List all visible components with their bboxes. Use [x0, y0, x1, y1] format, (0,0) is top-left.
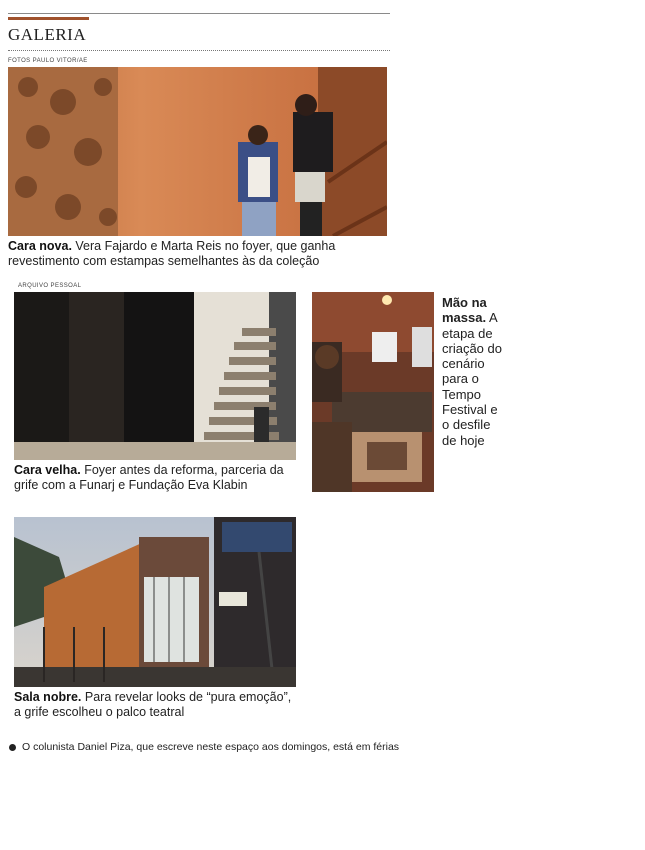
columnist-note: O colunista Daniel Piza, que escreve neste espaço aos domingos, está em férias — [22, 741, 400, 753]
top-rule — [8, 13, 390, 14]
photo-theater — [14, 517, 296, 687]
caption-theater — [14, 690, 300, 720]
caption-text: Para revelar looks de “pura emoção”, a grife escolheu o palco teatral — [14, 690, 292, 719]
photo-workshop — [312, 292, 434, 492]
dotted-divider — [8, 50, 390, 51]
caption-text: Foyer antes da reforma, parceria da grife com a Funarj e Fundação Eva Klabin — [14, 463, 284, 492]
photo-new-foyer — [8, 67, 387, 236]
caption-text: Vera Fajardo e Marta Reis no foyer, que ganha revestimento com estampas semelhantes às da coleção — [8, 239, 336, 268]
caption-lead: Mão na massa. — [442, 295, 487, 326]
caption-text: A etapa de criação do cenário para o Tempo Festival e o desfile de hoje — [442, 310, 502, 448]
caption-new-foyer — [8, 239, 388, 269]
caption-lead: Sala nobre. — [14, 690, 82, 704]
photo-credit: ARQUIVO PESSOAL — [18, 283, 82, 289]
caption-old-foyer — [14, 463, 300, 493]
caption-lead: Cara nova. — [8, 239, 72, 253]
section-title: GALERIA — [8, 25, 87, 44]
bullet-icon — [9, 744, 16, 751]
accent-bar — [8, 17, 89, 20]
photo-credit: FOTOS PAULO VITOR/AE — [8, 58, 88, 64]
caption-lead: Cara velha. — [14, 463, 81, 477]
photo-old-foyer — [14, 292, 296, 460]
caption-workshop — [442, 295, 502, 448]
